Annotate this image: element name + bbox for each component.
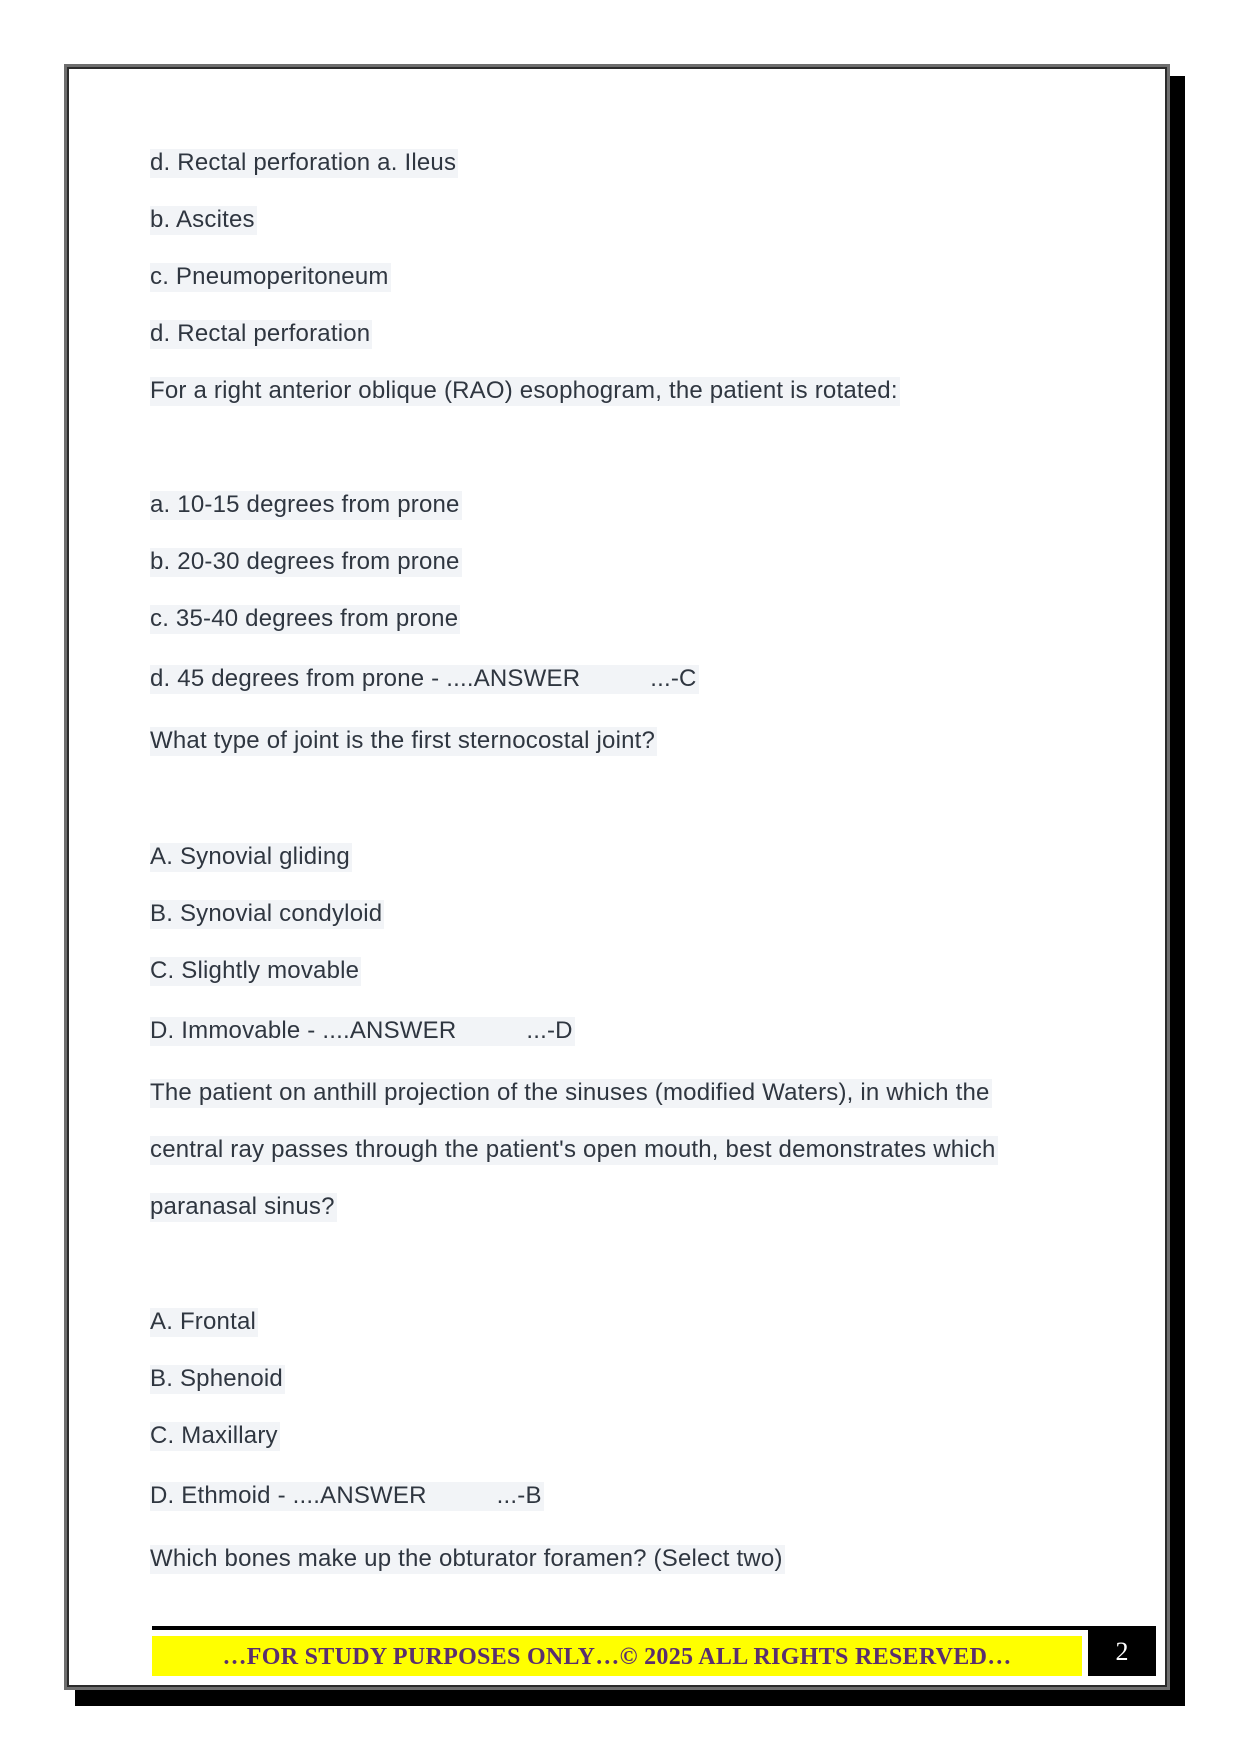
footer-rule: [152, 1626, 1156, 1630]
answer-suffix: ...-D: [526, 1017, 573, 1044]
option-line: C. Slightly movable: [150, 957, 360, 984]
answer-text: D. Ethmoid - ....ANSWER: [150, 1482, 427, 1509]
page-number: 2: [1088, 1630, 1156, 1676]
answer-line: [150, 1481, 544, 1511]
answer-text: D. Immovable - ....ANSWER: [150, 1017, 457, 1044]
option-line: c. 35-40 degrees from prone: [150, 605, 459, 632]
question-text: The patient on anthill projection of the sinuses (modified Waters), in which the: [150, 1079, 990, 1106]
option-line: B. Sphenoid: [150, 1365, 283, 1392]
answer-suffix: ...-B: [496, 1482, 542, 1509]
option-line: B. Synovial condyloid: [150, 900, 383, 927]
option-line: A. Frontal: [150, 1308, 257, 1335]
text-line: d. Rectal perforation: [150, 320, 371, 347]
answer-text: d. 45 degrees from prone - ....ANSWER: [150, 665, 581, 692]
text-line: c. Pneumoperitoneum: [150, 263, 389, 290]
question-text: central ray passes through the patient's open mouth, best demonstrates which: [150, 1136, 996, 1163]
answer-line: [150, 1016, 575, 1046]
option-line: b. 20-30 degrees from prone: [150, 548, 460, 575]
question-text: What type of joint is the first sternocostal joint?: [150, 727, 656, 754]
question-text: Which bones make up the obturator foramen? (Select two): [150, 1545, 783, 1572]
question-text: For a right anterior oblique (RAO) esophogram, the patient is rotated:: [150, 377, 898, 404]
answer-line: [150, 664, 699, 694]
question-text: paranasal sinus?: [150, 1193, 335, 1220]
option-line: a. 10-15 degrees from prone: [150, 491, 460, 518]
option-line: C. Maxillary: [150, 1422, 278, 1449]
footer-notice: …FOR STUDY PURPOSES ONLY…© 2025 ALL RIGHTS RESERVED…: [222, 1644, 1012, 1670]
text-line: d. Rectal perforation a. Ileus: [150, 149, 457, 176]
text-line: b. Ascites: [150, 206, 255, 233]
option-line: A. Synovial gliding: [150, 843, 350, 870]
answer-suffix: ...-C: [650, 665, 697, 692]
